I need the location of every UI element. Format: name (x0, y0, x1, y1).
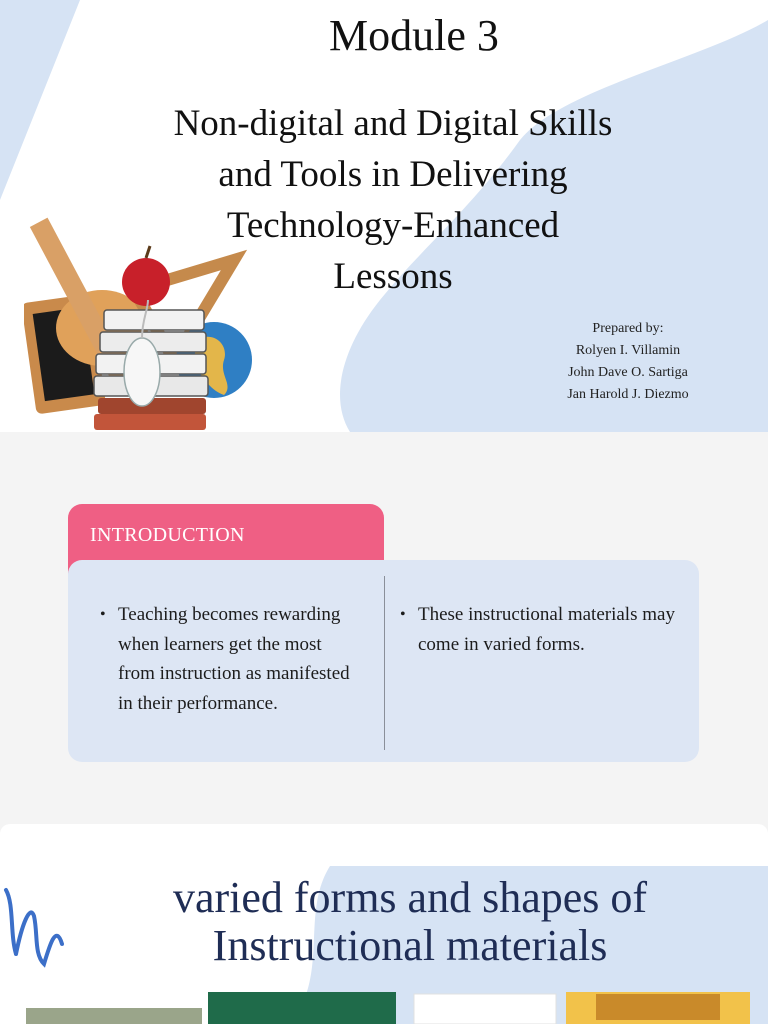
prepared-by-block (540, 318, 716, 406)
introduction-label: INTRODUCTION (90, 524, 245, 546)
materials-slide (0, 824, 768, 1024)
school-supplies-illustration (24, 200, 264, 432)
introduction-box (68, 560, 699, 762)
thumbnail-chalkboard (208, 992, 396, 1024)
materials-heading (120, 874, 700, 970)
subtitle-line: Lessons (333, 256, 453, 297)
bullet-item: • These instructional materials may come in varied forms. (418, 600, 678, 659)
bullet-item: • Teaching becomes rewarding when learners get the most from instruction as manifested in their performance. (118, 600, 360, 718)
right-column (398, 600, 678, 659)
author-name: Jan Harold J. Diezmo (567, 387, 689, 402)
heading-line: Instructional materials (212, 921, 608, 970)
module-title: Module 3 (329, 11, 499, 60)
thumbnail-blank (414, 994, 556, 1024)
prepared-by-label: Prepared by: (592, 321, 664, 336)
column-divider (384, 576, 385, 750)
author-name: Rolyen I. Villamin (575, 343, 681, 358)
subtitle-line: and Tools in Delivering (218, 154, 568, 195)
subtitle-line: Non-digital and Digital Skills (173, 103, 613, 144)
subtitle-line: Technology-Enhanced (226, 205, 560, 246)
author-name: John Dave O. Sartiga (568, 365, 688, 380)
title-slide (0, 0, 768, 432)
left-column (98, 600, 360, 718)
introduction-slide (0, 432, 768, 820)
material-thumbnails (0, 984, 768, 1024)
heading-line: varied forms and shapes of (172, 873, 648, 922)
thumbnail-photo (26, 1008, 202, 1024)
